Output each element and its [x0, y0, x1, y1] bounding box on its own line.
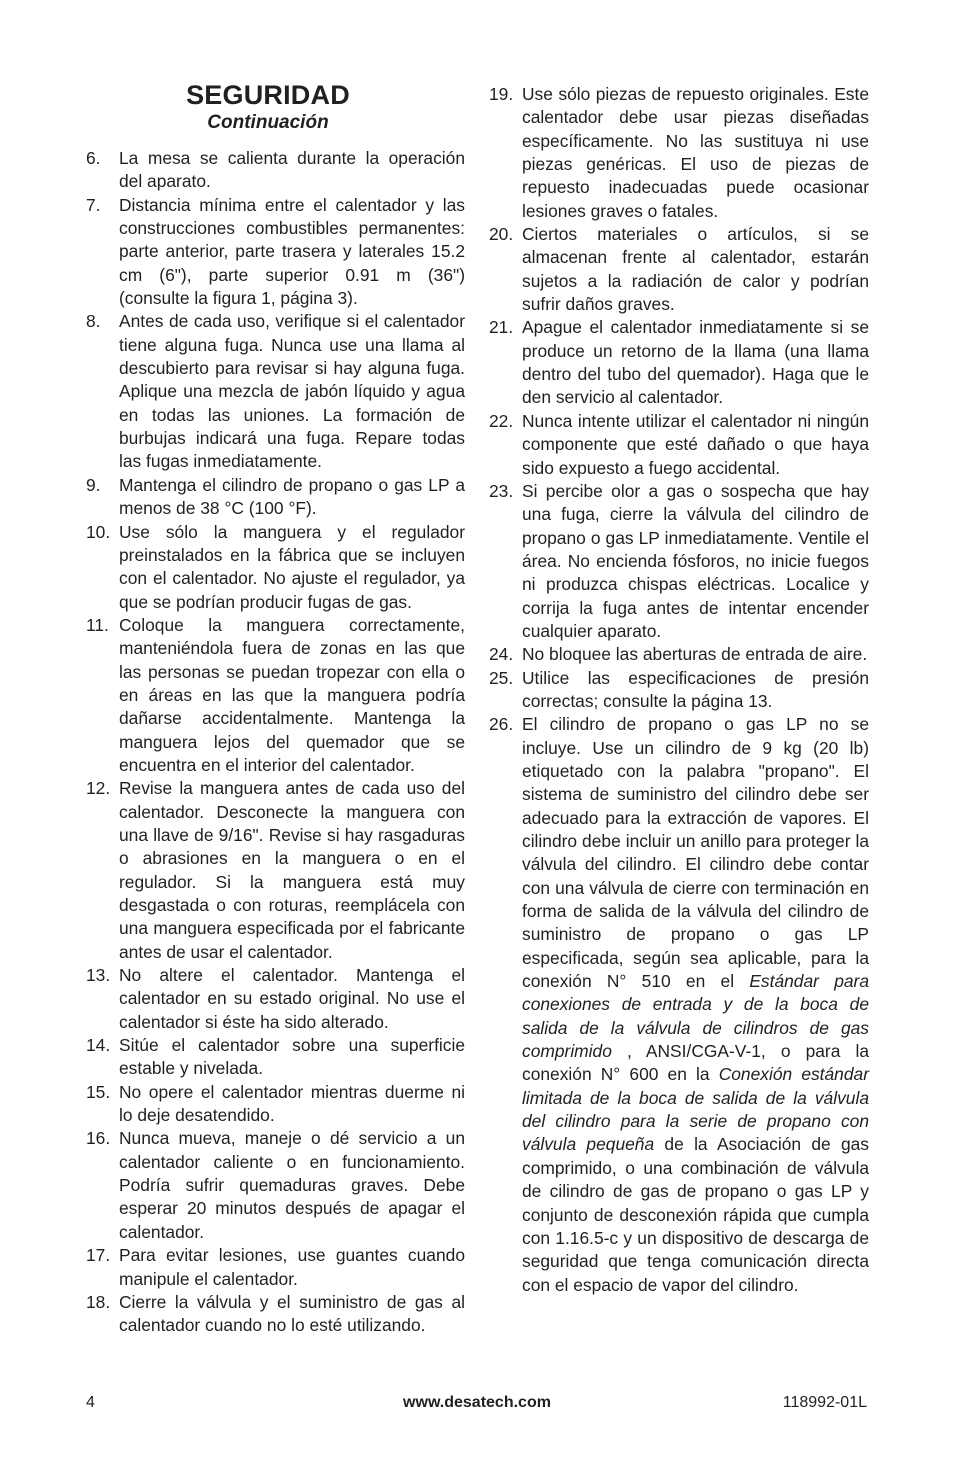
- website-url: www.desatech.com: [403, 1394, 551, 1411]
- list-item: [86, 1244, 465, 1291]
- item-text-part: El cilindro de propano o gas LP no se incluye. Use un cilindro de 9 kg (20 lb) etiquetado con la palabra "propano". El sistema de suministro del cilindro debe ser adecuado para la extracción de vapores. El cilindro debe incluir un anillo para proteger la válvula del cilindro. El cilindro debe contar con una válvula de cierre con terminación en forma de salida de la válvula del cilindro de suministro de propano o gas LP especificada, según sea aplicable, para la conexión N° 510 en el: [522, 714, 869, 992]
- item-text: Antes de cada uso, verifique si el calentador tiene alguna fuga. Nunca use una llama al descubierto para revisar si hay alguna fuga. Aplique una mezcla de jabón líquido y agua en todas las uniones. La formación de burbujas indicará una fuga. Repare todas las fugas inmediatamente.: [119, 311, 465, 472]
- item-number: 9.: [86, 474, 101, 495]
- document-code: 118992-01L: [782, 1394, 867, 1411]
- item-text: Use sólo piezas de repuesto originales. Este calentador debe usar piezas diseñadas específicamente. No las sustituya ni use piezas genéricas. El uso de piezas de repuesto inadecuadas puede ocasionar lesiones graves o fatales.: [522, 84, 869, 221]
- item-number: 11.: [86, 614, 109, 635]
- standard-title-italic: Estándar para conexiones de entrada y de la boca de salida de la válvula de cilindros de gas comprimido: [522, 971, 869, 1062]
- item-number: 6.: [86, 148, 101, 168]
- item-number: 23.: [489, 480, 514, 501]
- item-text: Revise la manguera antes de cada uso del calentador. Desconecte la manguera con una llave de 9/16". Revise si hay rasgaduras o abrasiones en la manguera o en el regulador. Si la manguera está muy desgastada o con roturas, reemplácela con una manguera especificada por el fabricante antes de usar el calentador.: [119, 778, 465, 962]
- item-number: 24.: [489, 644, 514, 665]
- item-number: 16.: [86, 1128, 111, 1149]
- list-item: [489, 410, 869, 480]
- item-text: Cierre la válvula y el suministro de gas al calentador cuando no lo esté utilizando.: [119, 1291, 465, 1336]
- item-number: 17.: [86, 1245, 111, 1266]
- list-item: [86, 1081, 465, 1128]
- item-text: Ciertos materiales o artículos, si se almacenan frente al calentador, estarán sujetos a la radiación de calor y podrían sufrir daños graves.: [522, 224, 869, 315]
- list-item: [86, 1291, 465, 1338]
- item-text: [522, 713, 869, 1297]
- list-item: [489, 480, 869, 643]
- item-text: No altere el calentador. Mantenga el calentador en su estado original. No use el calentador si éste ha sido alterado.: [119, 965, 465, 1032]
- list-item: [489, 667, 869, 714]
- item-number: 8.: [86, 311, 101, 332]
- item-number: 13.: [86, 965, 111, 986]
- item-number: 25.: [489, 667, 514, 688]
- list-item: [489, 643, 869, 666]
- item-text: Apague el calentador inmediatamente si se produce un retorno de la llama (una llama dentro del tubo del quemador). Haga que le den servicio al calentador.: [522, 317, 869, 408]
- list-item: [86, 521, 465, 614]
- list-item: [489, 83, 869, 223]
- item-text: Si percibe olor a gas o sospecha que hay una fuga, cierre la válvula del cilindro de propano o gas LP inmediatamente. Ventile el área. No encienda fósforos, no inicie fuegos ni produzca chispas eléctricas. Localice y corrija la fuga antes de intentar encender cualquier aparato.: [522, 480, 869, 641]
- item-number: 22.: [489, 410, 514, 431]
- item-text: Mantenga el cilindro de propano o gas LP a menos de 38 °C (100 °F).: [119, 474, 465, 519]
- list-item: [489, 316, 869, 409]
- item-number: 26.: [489, 714, 514, 735]
- list-item: [86, 194, 465, 311]
- list-item: [86, 1127, 465, 1244]
- item-text: Use sólo la manguera y el regulador preinstalados en la fábrica que se incluyen con el calentador. No ajuste el regulador, ya que se podrían producir fugas de gas.: [119, 521, 465, 612]
- item-text: Nunca mueva, maneje o dé servicio a un calentador caliente o en funcionamiento. Podría sufrir quemaduras graves. Debe esperar 20 minutos después de apagar el calentador.: [119, 1128, 465, 1242]
- list-item: [86, 310, 465, 473]
- item-text: No opere el calentador mientras duerme ni lo deje desatendido.: [119, 1081, 465, 1126]
- item-text-part: , ANSI/CGA-V-1, o para la conexión N° 600 en la: [522, 1041, 869, 1085]
- list-item: [86, 614, 465, 777]
- item-number: 18.: [86, 1291, 111, 1312]
- section-header: [86, 80, 450, 136]
- item-text: Utilice las especificaciones de presión correctas; consulte la página 13.: [522, 667, 869, 711]
- left-column: [86, 147, 465, 1338]
- item-number: 20.: [489, 224, 514, 245]
- item-text: Distancia mínima entre el calentador y las construcciones combustibles permanentes: parte anterior, parte trasera y laterales 15.2 cm (6"), parte superior 0.91 m (36") (consulte la figura 1, página 3).: [119, 194, 465, 309]
- item-text: Para evitar lesiones, use guantes cuando manipule el calentador.: [119, 1245, 465, 1289]
- item-number: 7.: [86, 194, 101, 215]
- item-number: 14.: [86, 1035, 111, 1056]
- section-title: SEGURIDAD: [186, 80, 350, 110]
- item-number: 21.: [489, 317, 514, 338]
- item-number: 15.: [86, 1081, 111, 1102]
- list-item: [86, 474, 465, 521]
- list-item: [86, 1034, 465, 1081]
- item-number: 12.: [86, 778, 111, 799]
- right-column: [489, 83, 869, 1297]
- page-number: 4: [86, 1394, 95, 1411]
- list-item: [86, 964, 465, 1034]
- standard-title-italic: Conexión estándar limitada de la boca de salida de la válvula del cilindro para la serie de propano con válvula pequeña: [522, 1064, 869, 1155]
- item-text-part: de la Asociación de gas comprimido, o una combinación de válvula de cilindro de gas de propano o gas LP y conjunto de desconexión rápida que cumpla con 1.16.5-c y un dispositivo de descarga de seguridad que tenga comunicación directa con el espacio de vapor del cilindro.: [522, 1134, 870, 1295]
- item-text: La mesa se calienta durante la operación del aparato.: [119, 148, 465, 192]
- item-text: No bloquee las aberturas de entrada de aire.: [522, 644, 868, 665]
- list-item: [489, 713, 869, 1297]
- list-item: [86, 777, 465, 964]
- item-text: Sitúe el calentador sobre una superficie estable y nivelada.: [119, 1035, 465, 1079]
- list-item: [489, 223, 869, 316]
- item-number: 10.: [86, 521, 111, 542]
- item-number: 19.: [489, 84, 514, 104]
- item-text: Nunca intente utilizar el calentador ni ningún componente que esté dañado o que haya sido expuesto a fuego accidental.: [522, 410, 869, 478]
- item-text: Coloque la manguera correctamente, manteniéndola fuera de zonas en las que las personas se puedan tropezar con ella o en áreas en las que la manguera podría dañarse accidentalmente. Mantenga la manguera lejos del quemador que se encuentra en el interior del calentador.: [119, 614, 465, 775]
- section-subtitle: Continuación: [207, 112, 329, 133]
- list-item: [86, 147, 465, 194]
